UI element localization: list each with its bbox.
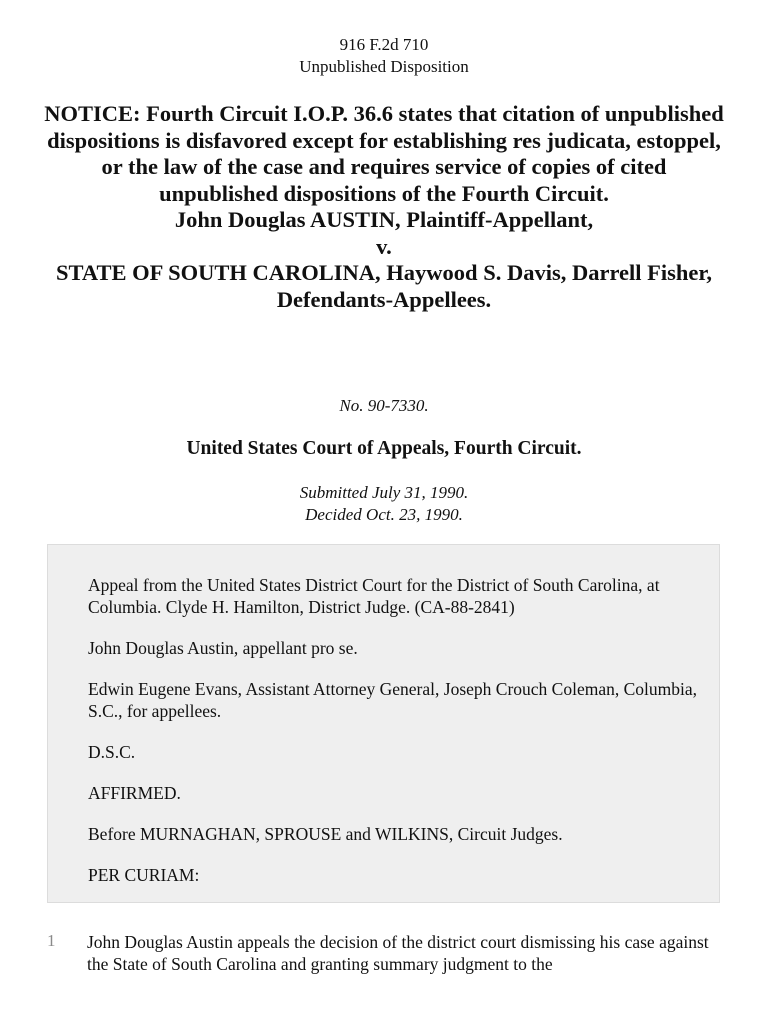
- defendants-role: Defendants-Appellees.: [276, 286, 492, 312]
- paragraph-text: John Douglas Austin appeals the decision of the district court dismissing his case against the State of South Carolina and granting summary judgment to the: [87, 932, 709, 974]
- case-dates: [0, 482, 768, 526]
- plaintiff-name: John Douglas AUSTIN, Plaintiff-Appellant,: [174, 207, 594, 232]
- reporter-citation: 916 F.2d 710: [339, 35, 429, 54]
- decided-date: Decided Oct. 23, 1990.: [305, 505, 463, 524]
- citation-header: [0, 34, 768, 78]
- versus-label: v.: [376, 233, 392, 259]
- appellant-counsel: John Douglas Austin, appellant pro se.: [88, 638, 358, 658]
- disposition-result: AFFIRMED.: [88, 783, 181, 803]
- docket-number: No. 90-7330.: [339, 396, 429, 415]
- disposition-label: Unpublished Disposition: [299, 57, 469, 76]
- submitted-date: Submitted July 31, 1990.: [299, 483, 469, 502]
- judges-panel: Before MURNAGHAN, SPROUSE and WILKINS, Circuit Judges.: [88, 824, 563, 844]
- defendants-names: STATE OF SOUTH CAROLINA, Haywood S. Davis, Darrell Fisher,: [56, 260, 712, 285]
- case-summary-box: [47, 544, 720, 903]
- notice-text: NOTICE: Fourth Circuit I.O.P. 36.6 states that citation of unpublished dispositions is disfavored except for establishing res judicata, estoppel, or the law of the case and requires service of copies of cited unpublished dispositions of the Fourth Circuit.: [44, 101, 724, 206]
- case-caption: [40, 101, 728, 313]
- appellee-counsel: Edwin Eugene Evans, Assistant Attorney General, Joseph Crouch Coleman, Columbia, S.C., for appellees.: [88, 679, 697, 721]
- district-code: D.S.C.: [88, 742, 136, 762]
- per-curiam-label: PER CURIAM:: [88, 865, 200, 885]
- paragraph-number: 1: [47, 931, 56, 950]
- court-name: United States Court of Appeals, Fourth Circuit.: [186, 438, 582, 459]
- appeal-from-text: Appeal from the United States District Court for the District of South Carolina, at Columbia. Clyde H. Hamilton, District Judge. (CA-88-2841): [88, 575, 660, 617]
